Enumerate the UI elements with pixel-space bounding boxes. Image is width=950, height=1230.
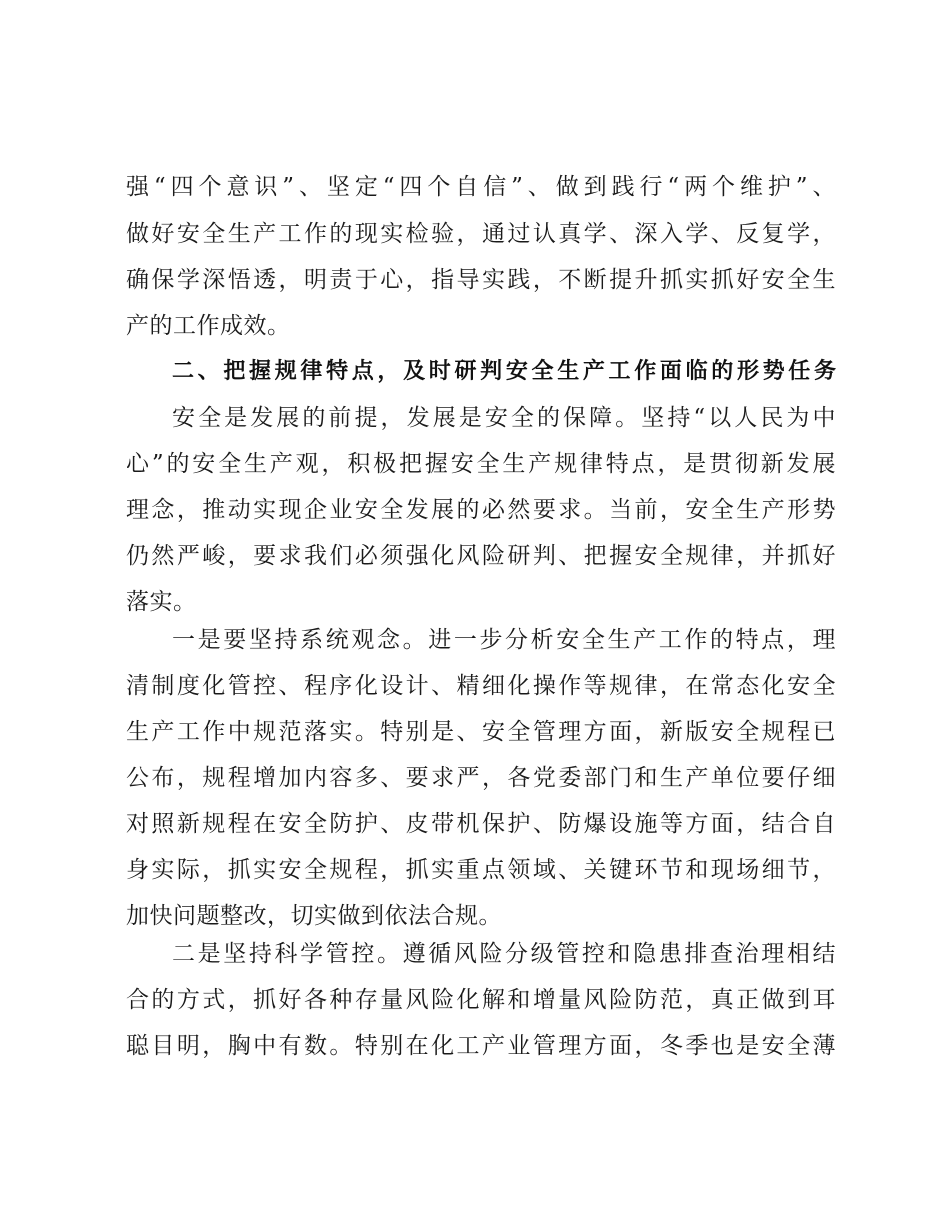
- paragraph-line: 生产工作中规范落实。特别是、安全管理方面，新版安全规程已: [126, 719, 836, 745]
- paragraph-line: 身实际，抓实安全规程，抓实重点领域、关键环节和现场细节，: [126, 857, 836, 883]
- paragraph-line: 产的工作成效。: [126, 313, 291, 339]
- paragraph-line: 确保学深悟透，明责于心，指导实践，不断提升抓实抓好安全生: [126, 267, 836, 293]
- paragraph-line: 一是要坚持系统观念。进一步分析安全生产工作的特点，理: [172, 627, 836, 653]
- paragraph-line: 心”的安全生产观，积极把握安全生产规律特点，是贯彻新发展: [126, 451, 836, 477]
- section-heading: 二、把握规律特点，及时研判安全生产工作面临的形势任务: [172, 359, 836, 384]
- paragraph-line: 做好安全生产工作的现实检验，通过认真学、深入学、反复学，: [126, 221, 836, 247]
- paragraph-line: 公布，规程增加内容多、要求严，各党委部门和生产单位要仔细: [126, 765, 836, 791]
- paragraph-line: 聪目明，胸中有数。特别在化工产业管理方面，冬季也是安全薄: [126, 1033, 836, 1059]
- paragraph-line: 落实。: [126, 589, 197, 615]
- paragraph-line: 对照新规程在安全防护、皮带机保护、防爆设施等方面，结合自: [126, 811, 836, 837]
- paragraph-line: 加快问题整改，切实做到依法合规。: [126, 903, 502, 929]
- paragraph-line: 理念，推动实现企业安全发展的必然要求。当前，安全生产形势: [126, 497, 836, 523]
- paragraph-line: 二是坚持科学管控。遵循风险分级管控和隐患排查治理相结: [172, 941, 836, 967]
- paragraph-line: 安全是发展的前提，发展是安全的保障。坚持“以人民为中: [172, 405, 836, 431]
- paragraph-line: 强“四个意识”、坚定“四个自信”、做到践行“两个维护”、: [126, 174, 836, 200]
- paragraph-line: 仍然严峻，要求我们必须强化风险研判、把握安全规律，并抓好: [126, 543, 836, 569]
- paragraph-line: 清制度化管控、程序化设计、精细化操作等规律，在常态化安全: [126, 673, 836, 699]
- paragraph-line: 合的方式，抓好各种存量风险化解和增量风险防范，真正做到耳: [126, 987, 836, 1013]
